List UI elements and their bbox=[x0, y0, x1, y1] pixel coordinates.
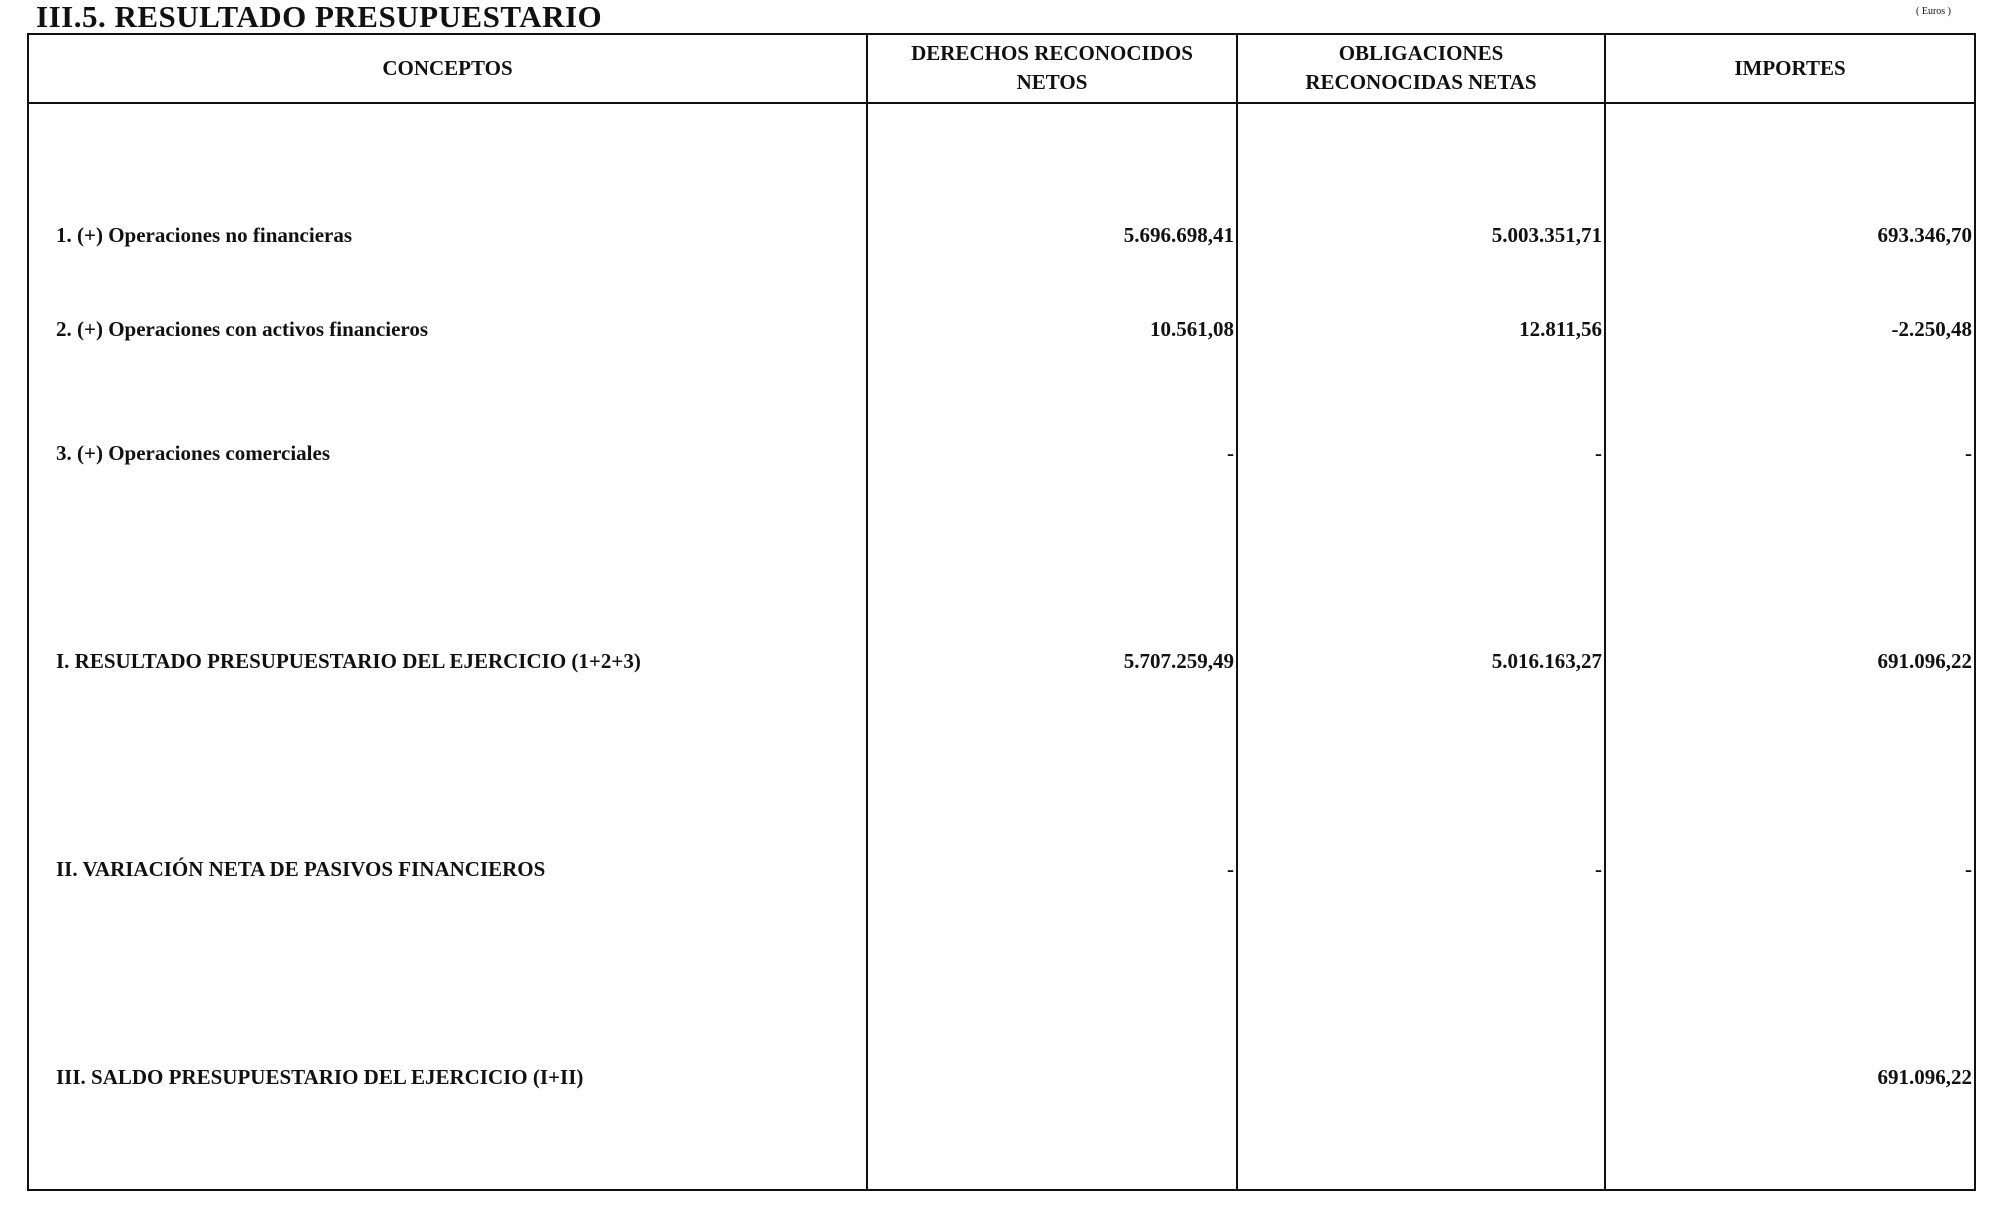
row-3-importes: - bbox=[1965, 441, 1972, 465]
row-1-concepto: 1. (+) Operaciones no financieras bbox=[56, 223, 353, 247]
column-divider-2 bbox=[1236, 33, 1238, 1191]
column-divider-1 bbox=[866, 33, 868, 1191]
row-1-derechos: 5.696.698,41 bbox=[1123, 223, 1234, 247]
row-iii-concepto: III. SALDO PRESUPUESTARIO DEL EJERCICIO (I+II) bbox=[56, 1065, 584, 1089]
header-importes bbox=[1606, 33, 1974, 103]
header-obligaciones bbox=[1238, 33, 1604, 103]
row-ii-importes: - bbox=[1965, 857, 1972, 881]
header-derechos-line1: DERECHOS RECONOCIDOS bbox=[911, 41, 1193, 65]
row-ii-concepto: II. VARIACIÓN NETA DE PASIVOS FINANCIEROS bbox=[56, 857, 546, 881]
page-title: III.5. RESULTADO PRESUPUESTARIO bbox=[36, 0, 603, 34]
row-ii-derechos: - bbox=[1227, 857, 1234, 881]
row-iii-importes: 691.096,22 bbox=[1877, 1065, 1972, 1089]
header-derechos bbox=[868, 33, 1236, 103]
row-3-obligaciones: - bbox=[1595, 441, 1602, 465]
row-1-obligaciones: 5.003.351,71 bbox=[1491, 223, 1602, 247]
header-obligaciones-line1: OBLIGACIONES bbox=[1338, 41, 1504, 65]
currency-unit-label: ( Euros ) bbox=[1916, 6, 1951, 17]
row-ii-obligaciones: - bbox=[1595, 857, 1602, 881]
header-derechos-line2: NETOS bbox=[1016, 70, 1088, 94]
row-i-obligaciones: 5.016.163,27 bbox=[1491, 649, 1602, 673]
row-i-importes: 691.096,22 bbox=[1877, 649, 1972, 673]
row-1-importes: 693.346,70 bbox=[1877, 223, 1972, 247]
header-obligaciones-line2: RECONOCIDAS NETAS bbox=[1305, 70, 1537, 94]
header-conceptos bbox=[29, 33, 866, 103]
row-3-concepto: 3. (+) Operaciones comerciales bbox=[56, 441, 330, 465]
row-i-concepto: I. RESULTADO PRESUPUESTARIO DEL EJERCICIO (1+2+3) bbox=[56, 649, 641, 673]
row-2-importes: -2.250,48 bbox=[1891, 317, 1972, 341]
row-3-derechos: - bbox=[1227, 441, 1234, 465]
row-2-derechos: 10.561,08 bbox=[1150, 317, 1234, 341]
header-importes-label: IMPORTES bbox=[1734, 55, 1846, 80]
row-2-concepto: 2. (+) Operaciones con activos financieros bbox=[56, 317, 429, 341]
header-conceptos-label: CONCEPTOS bbox=[382, 55, 513, 80]
row-i-derechos: 5.707.259,49 bbox=[1123, 649, 1234, 673]
budget-table-frame bbox=[27, 33, 1976, 1191]
column-divider-3 bbox=[1604, 33, 1606, 1191]
row-2-obligaciones: 12.811,56 bbox=[1519, 317, 1602, 341]
